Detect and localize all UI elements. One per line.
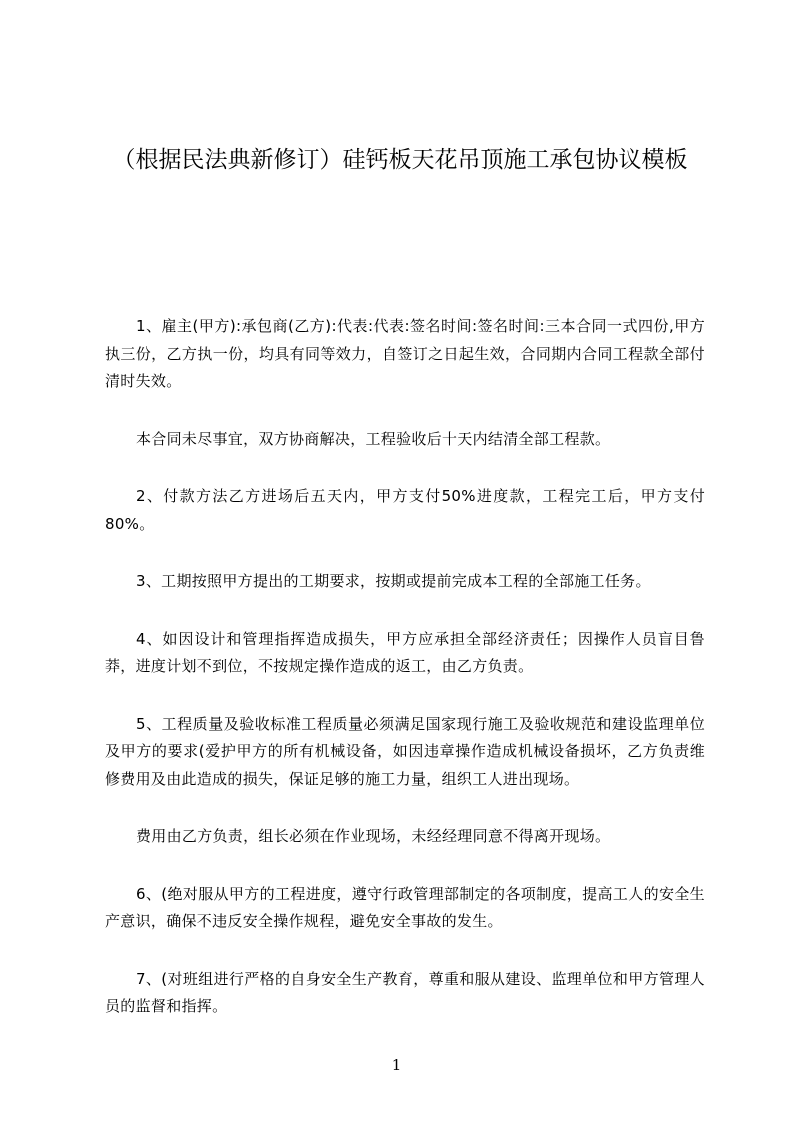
clause-6-paragraph: 6、(绝对服从甲方的工程进度，遵守行政管理部制定的各项制度，提高工人的安全生产意识，确保不违反安全操作规程，避免安全事故的发生。 <box>105 884 705 930</box>
clause-7-paragraph: 7、(对班组进行严格的自身安全生产教育，尊重和服从建设、监理单位和甲方管理人员的监督和指挥。 <box>105 969 705 1015</box>
clause-2-paragraph: 2、付款方法乙方进场后五天内，甲方支付50%进度款，工程完工后，甲方支付80%。 <box>105 487 705 533</box>
document-body <box>105 313 705 1051</box>
clause-4-paragraph: 4、如因设计和管理指挥造成损失，甲方应承担全部经济责任；因操作人员盲目鲁莽，进度计划不到位，不按规定操作造成的返工，由乙方负责。 <box>105 629 705 675</box>
expense-paragraph: 费用由乙方负责，组长必须在作业现场，未经经理同意不得离开现场。 <box>136 827 611 845</box>
clause-5-paragraph: 5、工程质量及验收标准工程质量必须满足国家现行施工及验收规范和建设监理单位及甲方的要求(爱护甲方的所有机械设备，如因违章操作造成机械设备损坏，乙方负责维修费用及由此造成的损失，保证足够的施工力量，组织工人进出现场。 <box>105 714 705 788</box>
clause-3-paragraph: 3、工期按照甲方提出的工期要求，按期或提前完成本工程的全部施工任务。 <box>136 572 651 590</box>
clause-1-paragraph: 1、雇主(甲方):承包商(乙方):代表:代表:签名时间:签名时间:三本合同一式四份,甲方执三份，乙方执一份，均具有同等效力，自签订之日起生效，合同期内合同工程款全部付清时失效。 <box>105 317 705 390</box>
unresolved-matters-paragraph: 本合同未尽事宜，双方协商解决，工程验收后十天内结清全部工程款。 <box>136 429 611 448</box>
page-number: 1 <box>391 1056 402 1074</box>
document-title: （根据民法典新修订）硅钙板天花吊顶施工承包协议模板 <box>112 147 688 173</box>
